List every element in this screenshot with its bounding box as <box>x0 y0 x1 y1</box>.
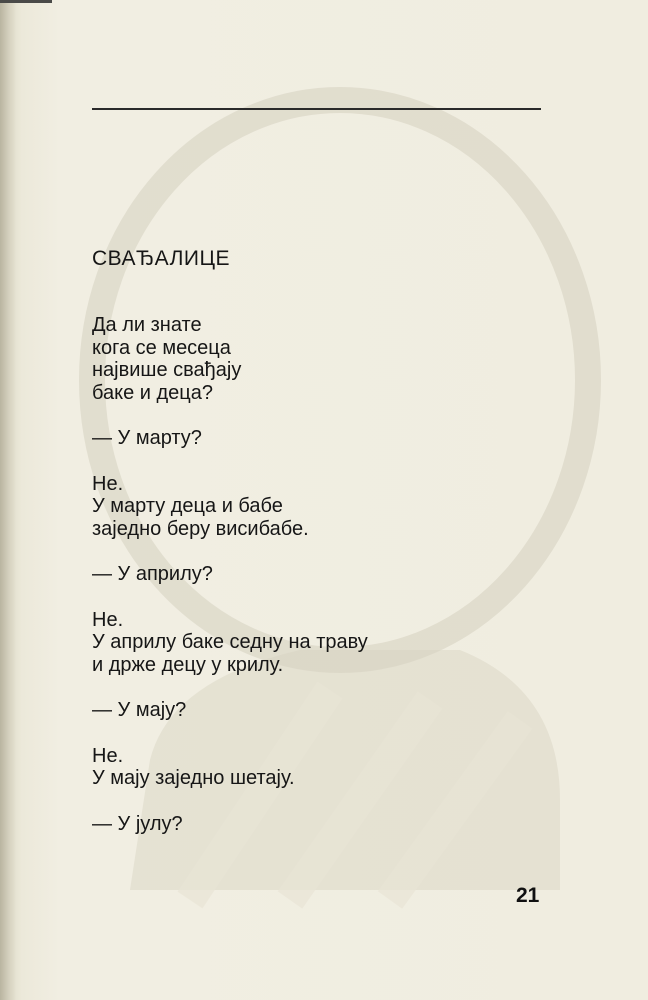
poem-line: У априлу баке седну на траву <box>92 631 368 653</box>
stanza <box>92 699 552 722</box>
poem-title: СВАЂАЛИЦЕ <box>92 247 231 270</box>
poem-line: — У марту? <box>92 427 202 449</box>
poem-line: Не. <box>92 744 124 767</box>
poem-line: кога се месеца <box>92 336 231 359</box>
stanza <box>92 563 552 586</box>
poem-line: — У јулу? <box>92 812 183 835</box>
poem-line: — У априлу? <box>92 563 213 585</box>
poem-line: Не. <box>92 608 124 631</box>
poem-body <box>92 314 552 858</box>
stanza <box>92 473 552 541</box>
stanza <box>92 609 552 677</box>
poem-line: Да ли знате <box>92 314 202 336</box>
stanza <box>92 314 552 404</box>
poem-line: баке и деца? <box>92 381 213 404</box>
poem-line: и држе децу у крилу. <box>92 653 284 676</box>
poem-line: заједно беру висибабе. <box>92 517 309 540</box>
stanza <box>92 813 552 836</box>
poem-line: У марту деца и бабе <box>92 495 283 517</box>
stanza <box>92 427 552 450</box>
page-number: 21 <box>516 884 540 907</box>
poem-line: У мају заједно шетају. <box>92 767 295 789</box>
stanza <box>92 745 552 790</box>
poem-line: највише свађају <box>92 359 242 381</box>
poem-line: Не. <box>92 472 124 495</box>
poem-line: — У мају? <box>92 699 187 721</box>
header-rule <box>92 108 541 110</box>
